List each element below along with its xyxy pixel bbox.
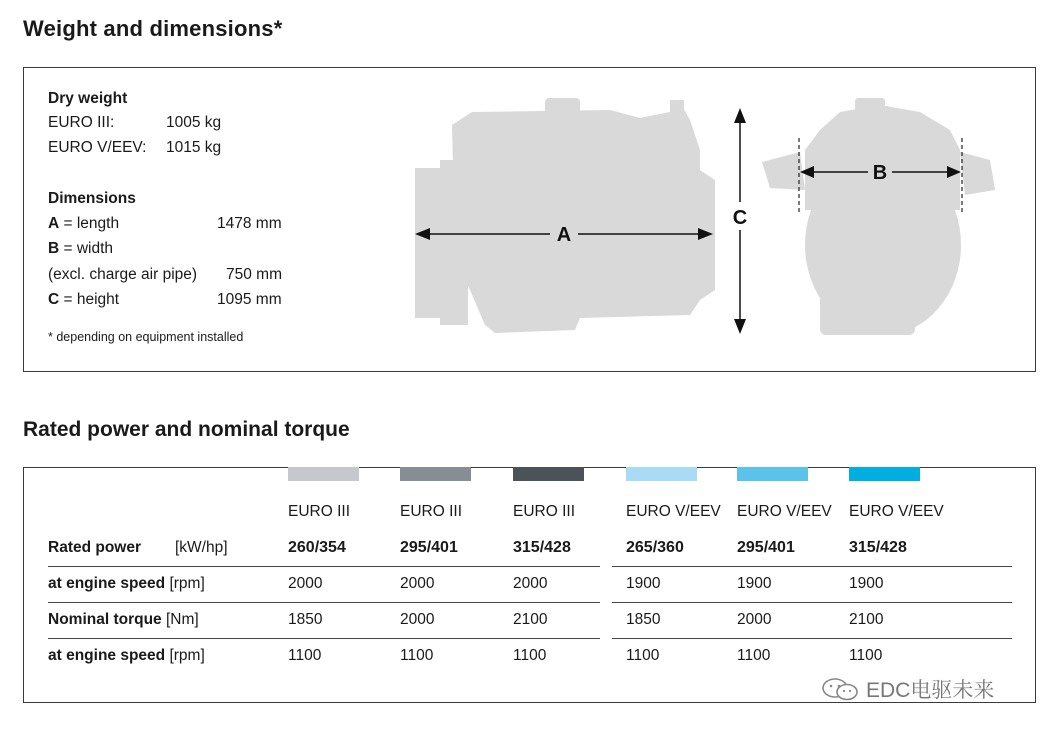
- power-value-6: 315/428: [849, 539, 907, 556]
- row-label-torque-text: Nominal torque: [48, 611, 162, 628]
- dimension-a-value: 1478 mm: [217, 215, 282, 232]
- row-unit-speed1: [rpm]: [169, 575, 205, 592]
- row-divider-3b: [612, 638, 1012, 639]
- diagram-label-b: B: [872, 162, 888, 184]
- dimension-c-value: 1095 mm: [217, 291, 282, 308]
- dimension-c-key: C: [48, 291, 60, 308]
- torque-value-6: 2100: [849, 611, 884, 628]
- dry-weight-label-euro5: EURO V/EEV:: [48, 139, 147, 156]
- swatch-col-6: [849, 467, 920, 481]
- dimension-c-row: [48, 287, 119, 312]
- speed2-value-5: 1100: [737, 647, 771, 664]
- engine-front-view-silhouette: [762, 98, 995, 335]
- swatch-col-1: [288, 467, 359, 481]
- col-header-1: EURO III: [288, 503, 351, 520]
- row-label-speed2-text: at engine speed: [48, 647, 166, 664]
- dry-weight-value-euro3: 1005 kg: [166, 114, 222, 131]
- swatch-col-4: [626, 467, 697, 481]
- row-divider-2b: [612, 602, 1012, 603]
- speed1-value-2: 2000: [400, 575, 435, 592]
- row-label-power-text: Rated power: [48, 539, 142, 556]
- torque-value-4: 1850: [626, 611, 661, 628]
- power-value-1: 260/354: [288, 539, 346, 556]
- row-label-torque: [48, 611, 199, 629]
- torque-value-5: 2000: [737, 611, 772, 628]
- dimension-c-label: = height: [59, 291, 120, 308]
- speed1-value-3: 2000: [513, 575, 548, 592]
- swatch-col-5: [737, 467, 808, 481]
- speed2-value-6: 1100: [849, 647, 883, 664]
- torque-value-1: 1850: [288, 611, 323, 628]
- dimension-b-key: B: [48, 240, 60, 257]
- diagram-label-a: A: [556, 224, 572, 246]
- dimension-a-label: = length: [59, 215, 120, 232]
- diagram-label-c: C: [732, 207, 748, 229]
- row-divider-2a: [48, 602, 600, 603]
- dimension-a-row: [48, 211, 119, 236]
- row-label-speed1: [48, 575, 205, 593]
- swatch-col-2: [400, 467, 471, 481]
- speed1-value-1: 2000: [288, 575, 323, 592]
- col-header-5: EURO V/EEV: [737, 503, 832, 520]
- dry-weight-heading: Dry weight: [48, 90, 128, 107]
- dimension-b-row: [48, 236, 113, 261]
- col-header-2: EURO III: [400, 503, 463, 520]
- rated-power-title: Rated power and nominal torque: [23, 418, 350, 441]
- dimension-b-sub: (excl. charge air pipe): [48, 266, 198, 283]
- power-value-5: 295/401: [737, 539, 795, 556]
- wechat-icon: [820, 676, 860, 702]
- speed2-value-1: 1100: [288, 647, 322, 664]
- row-unit-speed2: [rpm]: [169, 647, 205, 664]
- power-value-2: 295/401: [400, 539, 458, 556]
- engine-dimension-diagram: [400, 90, 1010, 350]
- speed2-value-2: 1100: [400, 647, 434, 664]
- dimension-b-label: = width: [59, 240, 114, 257]
- row-divider-1b: [612, 566, 1012, 567]
- weight-dimensions-title: Weight and dimensions*: [23, 16, 283, 41]
- col-header-4: EURO V/EEV: [626, 503, 721, 520]
- speed1-value-6: 1900: [849, 575, 884, 592]
- torque-value-3: 2100: [513, 611, 548, 628]
- speed2-value-4: 1100: [626, 647, 660, 664]
- col-header-6: EURO V/EEV: [849, 503, 944, 520]
- col-header-3: EURO III: [513, 503, 576, 520]
- power-value-4: 265/360: [626, 539, 684, 556]
- row-divider-3a: [48, 638, 600, 639]
- row-unit-torque: [Nm]: [165, 611, 199, 628]
- row-label-speed2: [48, 647, 205, 665]
- row-label-speed1-text: at engine speed: [48, 575, 166, 592]
- speed1-value-4: 1900: [626, 575, 661, 592]
- row-unit-power: [kW/hp]: [175, 539, 228, 556]
- watermark: [820, 674, 994, 704]
- swatch-col-3: [513, 467, 584, 481]
- row-label-power: [48, 539, 141, 557]
- footnote: * depending on equipment installed: [48, 330, 244, 344]
- power-value-3: 315/428: [513, 539, 571, 556]
- engine-side-view-silhouette: [415, 98, 715, 333]
- dimension-b-value: 750 mm: [226, 266, 282, 283]
- dimension-a-key: A: [48, 215, 60, 232]
- speed2-value-3: 1100: [513, 647, 547, 664]
- dry-weight-value-euro5: 1015 kg: [166, 139, 222, 156]
- torque-value-2: 2000: [400, 611, 435, 628]
- dimensions-heading: Dimensions: [48, 190, 136, 207]
- watermark-text: EDC电驱未来: [866, 679, 995, 702]
- speed1-value-5: 1900: [737, 575, 772, 592]
- dry-weight-label-euro3: EURO III:: [48, 114, 115, 131]
- row-divider-1a: [48, 566, 600, 567]
